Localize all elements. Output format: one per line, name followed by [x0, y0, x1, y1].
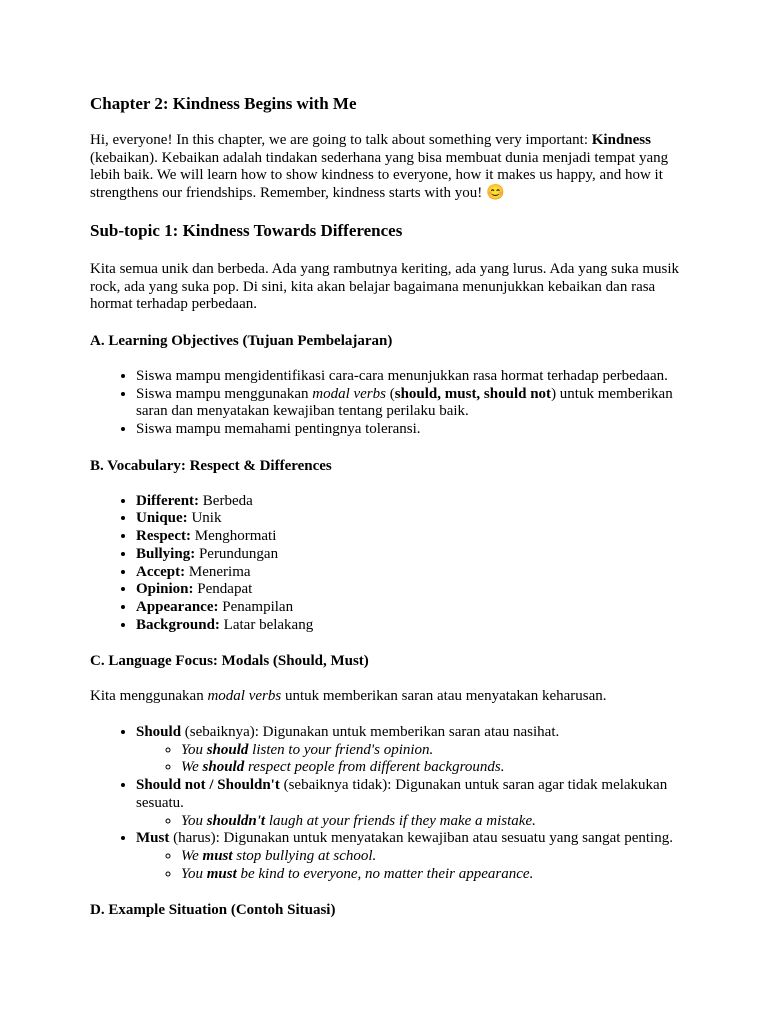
section-c-intro [90, 688, 690, 706]
example-text: listen to your friend's opinion. [248, 741, 434, 758]
intro-paragraph [90, 132, 690, 203]
vocab-meaning: Latar belakang [219, 616, 314, 633]
vocab-term: Bullying: [136, 545, 196, 562]
vocab-meaning: Menghormati [190, 528, 277, 545]
objective-emphasis: modal verbs [312, 385, 386, 402]
section-c-emphasis: modal verbs [207, 688, 282, 705]
example-modal: must [206, 865, 237, 882]
chapter-title: Chapter 2: Kindness Begins with Me [90, 94, 357, 113]
example-item [181, 742, 690, 760]
section-d-title: D. Example Situation (Contoh Situasi) [90, 902, 336, 919]
modal-desc: (harus): Digunakan untuk menyatakan kewajiban atau sesuatu yang sangat penting. [169, 830, 673, 847]
vocab-item [136, 510, 690, 528]
example-list [136, 813, 690, 831]
vocab-item [136, 546, 690, 564]
objective-text: ( [385, 385, 395, 402]
example-text: You [181, 865, 207, 882]
example-modal: must [202, 847, 233, 864]
objective-text: Siswa mampu menggunakan [136, 385, 313, 402]
vocab-meaning: Perundungan [195, 545, 279, 562]
example-modal: should [202, 759, 245, 776]
vocab-item [136, 493, 690, 511]
vocabulary-list [90, 493, 690, 635]
vocab-meaning: Unik [187, 510, 222, 527]
example-item [181, 848, 690, 866]
modal-item-should-not [136, 777, 690, 830]
vocab-term: Background: [136, 616, 220, 633]
section-c-text: untuk memberikan saran atau menyatakan keharusan. [281, 688, 607, 705]
intro-text-1: Hi, everyone! In this chapter, we are going to talk about something very important: [90, 132, 592, 148]
section-a-title: A. Learning Objectives (Tujuan Pembelajaran) [90, 332, 393, 349]
objective-item: • Siswa mampu mengidentifikasi cara-cara menunjukkan rasa hormat terhadap perbedaan. [136, 368, 690, 386]
vocab-meaning: Berbeda [199, 492, 253, 509]
section-c-title: C. Language Focus: Modals (Should, Must) [90, 653, 369, 670]
example-text: respect people from different backgrounds. [244, 759, 505, 776]
vocab-item [136, 599, 690, 617]
example-modal: shouldn't [206, 812, 266, 829]
section-b-title: B. Vocabulary: Respect & Differences [90, 457, 332, 474]
example-item [181, 866, 690, 884]
example-item [181, 759, 690, 777]
objectives-list [90, 368, 690, 439]
objective-item [136, 386, 690, 421]
vocab-meaning: Pendapat [193, 581, 253, 598]
intro-keyword: Kindness [591, 132, 651, 148]
vocab-item [136, 564, 690, 582]
vocab-item [136, 581, 690, 599]
subtopic-title: Sub-topic 1: Kindness Towards Differences [90, 220, 403, 240]
modal-desc: (sebaiknya tidak): Digunakan untuk saran agar tidak melakukan sesuatu. [136, 777, 668, 811]
example-text: We [181, 759, 203, 776]
objective-bold: should, must, should not [394, 385, 552, 402]
document-content [90, 94, 690, 919]
vocab-meaning: Menerima [185, 563, 251, 580]
example-text: laugh at your friends if they make a mistake. [265, 812, 536, 829]
intro-text-2: (kebaikan). Kebaikan adalah tindakan sederhana yang bisa membuat dunia menjadi tempat yang lebih baik. We will learn how to show kindness to everyone, how it makes us happy, and how it strengthens our friendships. Remember, kindness starts with you! 😊 [90, 149, 669, 202]
example-text: You [181, 812, 207, 829]
example-list [136, 742, 690, 777]
example-text: stop bullying at school. [232, 847, 377, 864]
vocab-term: Unique: [136, 510, 188, 527]
example-list [136, 848, 690, 883]
objective-item: • Siswa mampu memahami pentingnya toleransi. [136, 421, 690, 439]
modal-item-must [136, 830, 690, 883]
example-modal: should [206, 741, 249, 758]
modal-item-should [136, 724, 690, 777]
example-text: You [181, 741, 207, 758]
objective-text: ) untuk memberikan saran dan menyatakan kewajiban tentang perilaku baik. [136, 385, 673, 420]
modal-term: Should [136, 724, 182, 741]
example-text: We [181, 847, 203, 864]
modals-list [90, 724, 690, 883]
subtopic-intro: Kita semua unik dan berbeda. Ada yang rambutnya keriting, ada yang lurus. Ada yang suka musik rock, ada yang suka pop. Di sini, kita akan belajar bagaimana menunjukkan kebaikan dan rasa hormat terhadap perbedaan. [90, 260, 680, 313]
vocab-term: Different: [136, 492, 200, 509]
vocab-term: Accept: [136, 563, 186, 580]
example-text: be kind to everyone, no matter their appearance. [236, 865, 534, 882]
vocab-item [136, 617, 690, 635]
vocab-term: Respect: [136, 528, 191, 545]
vocab-meaning: Penampilan [218, 598, 294, 615]
vocab-term: Appearance: [136, 598, 219, 615]
vocab-term: Opinion: [136, 581, 194, 598]
vocab-item [136, 528, 690, 546]
modal-term: Must [136, 830, 170, 847]
modal-desc: (sebaiknya): Digunakan untuk memberikan saran atau nasihat. [181, 724, 560, 741]
section-c-text: Kita menggunakan [90, 688, 208, 705]
modal-term: Should not / Shouldn't [136, 777, 280, 794]
example-item [181, 813, 690, 831]
